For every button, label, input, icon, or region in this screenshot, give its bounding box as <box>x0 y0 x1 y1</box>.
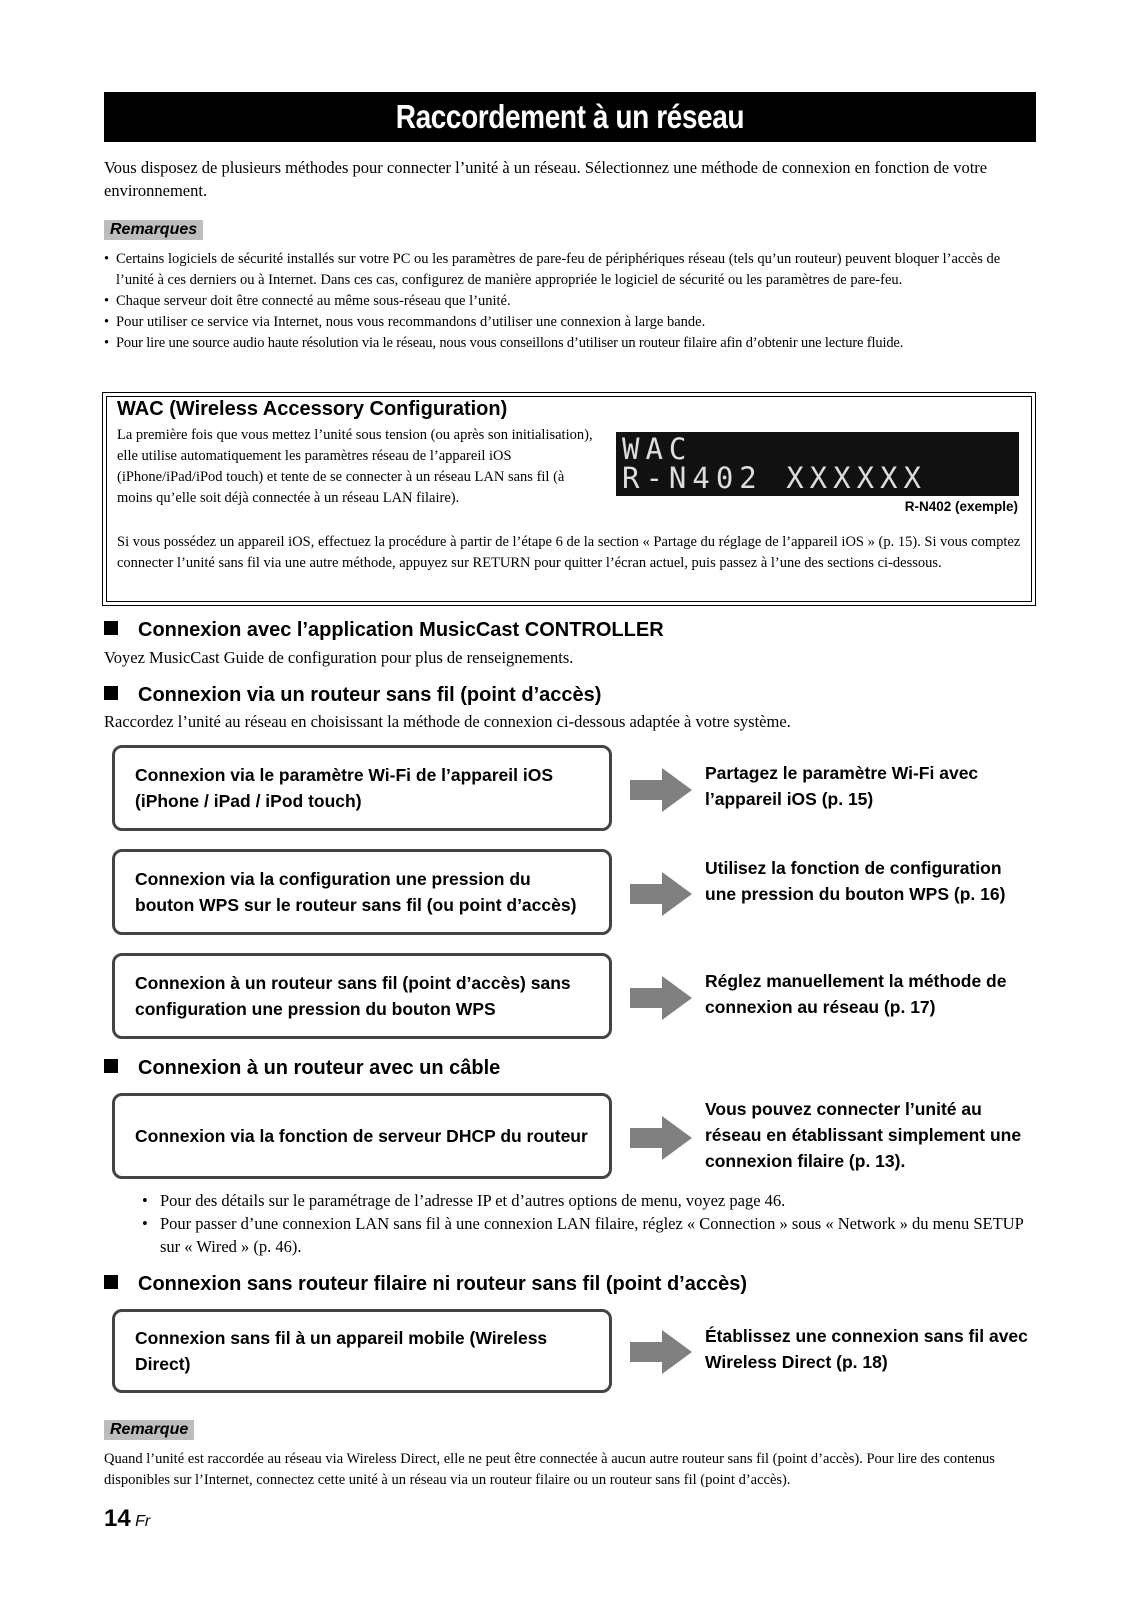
result-text: Utilisez la fonction de configuration une pression du bouton WPS (p. 16) <box>705 858 1006 904</box>
page-number-value: 14 <box>104 1505 131 1532</box>
display-caption: R-N402 (exemple) <box>904 499 1018 514</box>
remark-item: • Certains logiciels de sécurité installés sur votre PC ou les paramètres de pare-feu de périphériques réseau (tels qu’un routeur) peuvent bloquer l’accès de l’unité à ces derniers ou à Internet. Dans ces cas, configurez de manière appropriée le logiciel de sécurité ou les paramètres de pare-feu. <box>104 249 1036 291</box>
method-box <box>112 1309 612 1393</box>
arrow-right-icon <box>630 1116 692 1160</box>
section-heading-musiccast <box>104 619 664 642</box>
remark-label <box>104 1420 194 1440</box>
method-text: Connexion via le paramètre Wi-Fi de l’appareil iOS (iPhone / iPad / iPod touch) <box>135 765 554 811</box>
remark-item: • Chaque serveur doit être connecté au même sous-réseau que l’unité. <box>104 291 1036 312</box>
result-text: Vous pouvez connecter l’unité au réseau en établissant simplement une connexion filaire (p. 13). <box>705 1099 1022 1171</box>
square-bullet-icon <box>104 686 118 700</box>
remarks-list <box>104 249 1036 354</box>
square-bullet-icon <box>104 621 118 635</box>
section-heading-direct <box>104 1273 747 1296</box>
wac-heading: WAC (Wireless Accessory Configuration) <box>117 398 508 420</box>
intro-text: Vous disposez de plusieurs méthodes pour connecter l’unité à un réseau. Sélectionnez une méthode de connexion en fonction de votre environnement. <box>104 158 988 200</box>
section-text: Voyez MusicCast Guide de configuration pour plus de renseignements. <box>104 648 574 667</box>
display-line-2: R-N402 XXXXXX <box>622 461 927 495</box>
display-panel <box>616 432 1019 496</box>
remarks-label <box>104 220 203 240</box>
page-language: Fr <box>135 1513 151 1530</box>
result-text: Réglez manuellement la méthode de connexion au réseau (p. 17) <box>705 971 1007 1017</box>
heading-text: Connexion sans routeur filaire ni routeur sans fil (point d’accès) <box>138 1273 747 1295</box>
page-title <box>104 92 1036 142</box>
method-box <box>112 1093 612 1179</box>
remark-text: Quand l’unité est raccordée au réseau via Wireless Direct, elle ne peut être connectée à aucun autre routeur sans fil (point d’accès). Pour lire des contenus disponibles sur l’Internet, connectez cette unité à un réseau via un routeur filaire ou un routeur sans fil (point d’accès). <box>104 1451 995 1488</box>
method-text: Connexion via la configuration une pression du bouton WPS sur le routeur sans fil (ou point d’accès) <box>135 869 577 915</box>
method-text: Connexion à un routeur sans fil (point d’accès) sans configuration une pression du bouton WPS <box>135 973 571 1019</box>
heading-text: Connexion via un routeur sans fil (point d’accès) <box>138 684 602 706</box>
method-box <box>112 745 612 831</box>
method-box <box>112 849 612 935</box>
result-text: Partagez le paramètre Wi-Fi avec l’appareil iOS (p. 15) <box>705 763 979 809</box>
wac-para2: Si vous possédez un appareil iOS, effectuez la procédure à partir de l’étape 6 de la section « Partage du réglage de l’appareil iOS » (p. 15). Si vous comptez connecter l’unité sans fil via une autre méthode, appuyez sur RETURN pour quitter l’écran actuel, puis passez à l’une des sections ci-dessous. <box>117 534 1021 571</box>
square-bullet-icon <box>104 1059 118 1073</box>
method-box <box>112 953 612 1039</box>
page-number <box>104 1505 150 1533</box>
arrow-right-icon <box>630 768 692 812</box>
remark-item: • Pour utiliser ce service via Internet, nous vous recommandons d’utiliser une connexion à large bande. <box>104 312 1036 333</box>
remarks-tag: Remarques <box>104 220 203 240</box>
note-item: • Pour passer d’une connexion LAN sans fil à une connexion LAN filaire, réglez « Connection » sous « Network » du menu SETUP sur « Wired » (p. 46). <box>142 1212 1036 1258</box>
note-item: • Pour des détails sur le paramétrage de l’adresse IP et d’autres options de menu, voyez page 46. <box>142 1189 1036 1212</box>
section-text: Raccordez l’unité au réseau en choisissant la méthode de connexion ci-dessous adaptée à votre système. <box>104 712 791 731</box>
page-title-text: Raccordement à un réseau <box>395 98 745 135</box>
arrow-right-icon <box>630 872 692 916</box>
remark-tag: Remarque <box>104 1420 194 1440</box>
heading-text: Connexion avec l’application MusicCast CONTROLLER <box>138 619 664 641</box>
display-line-1: WAC <box>622 432 693 466</box>
arrow-right-icon <box>630 1330 692 1374</box>
section-heading-cable <box>104 1057 500 1080</box>
method-text: Connexion via la fonction de serveur DHCP du routeur <box>135 1126 588 1146</box>
remark-item: • Pour lire une source audio haute résolution via le réseau, nous vous conseillons d’utiliser un routeur filaire afin d’obtenir une lecture fluide. <box>104 333 1036 354</box>
cable-notes <box>142 1189 1036 1258</box>
method-text: Connexion sans fil à un appareil mobile (Wireless Direct) <box>135 1328 548 1374</box>
square-bullet-icon <box>104 1275 118 1289</box>
section-heading-wireless <box>104 684 601 707</box>
arrow-right-icon <box>630 976 692 1020</box>
wac-para1: La première fois que vous mettez l’unité sous tension (ou après son initialisation), elle utilise automatiquement les paramètres réseau de l’appareil iOS (iPhone/iPad/iPod touch) et tente de se connecter à un réseau LAN sans fil (à moins qu’elle soit déjà connectée à un réseau LAN filaire). <box>117 427 593 506</box>
heading-text: Connexion à un routeur avec un câble <box>138 1057 501 1079</box>
result-text: Établissez une connexion sans fil avec Wireless Direct (p. 18) <box>705 1326 1028 1372</box>
